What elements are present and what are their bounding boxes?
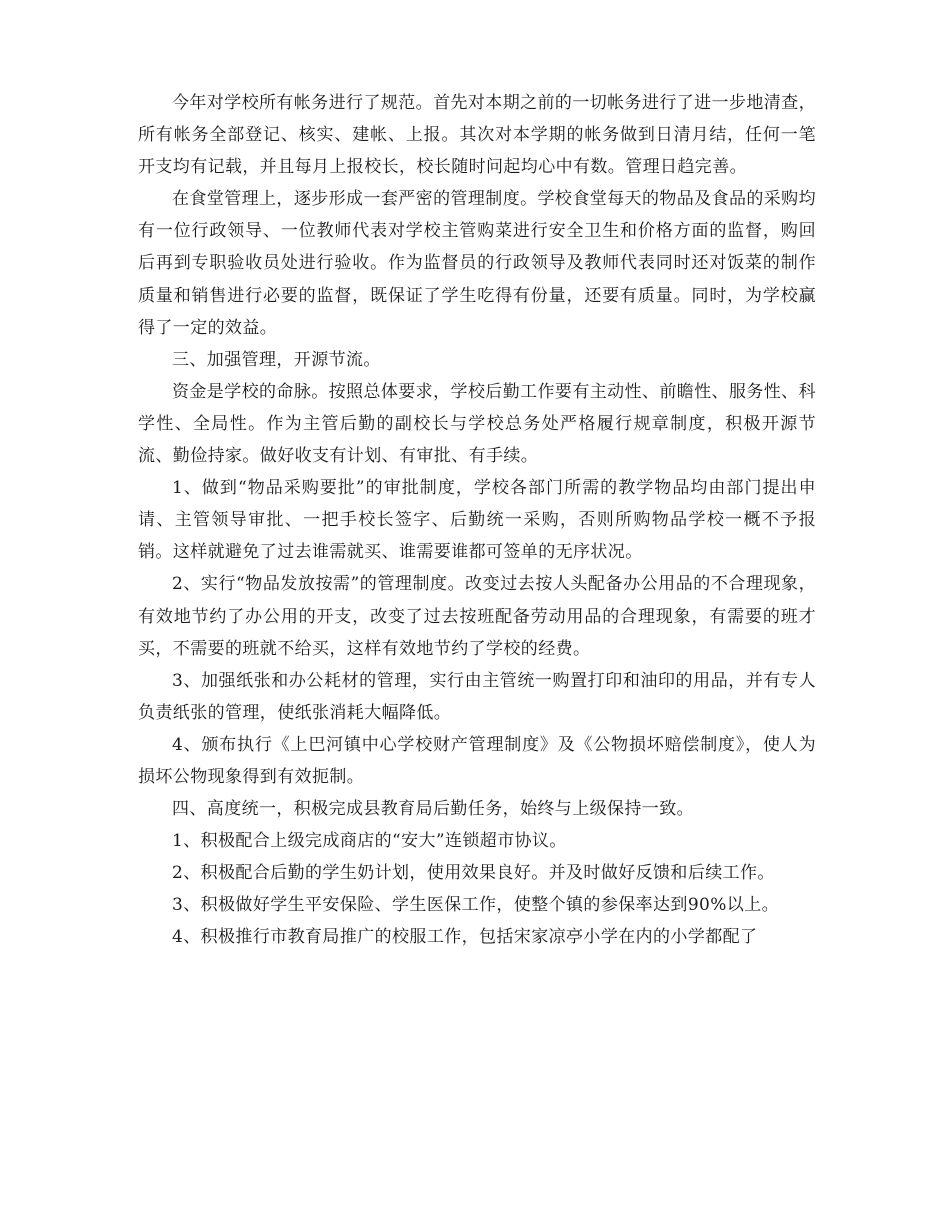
list-item-supermarket: 1、积极配合上级完成商店的“安大”连锁超市协议。 (172, 831, 567, 852)
list-item-insurance: 3、积极做好学生平安保险、学生医保工作，使整个镇的参保率达到90%以上。 (172, 895, 779, 916)
list-item-regulations: 4、颁布执行《上巴河镇中心学校财产管理制度》及《公物损坏赔偿制度》，使人为损坏公物现象得到有效扼制。 (138, 734, 816, 787)
paragraph-funds: 资金是学校的命脉。按照总体要求，学校后勤工作要有主动性、前瞻性、服务性、科学性、全局性。作为主管后勤的副校长与学校总务处严格履行规章制度，积极开源节流、勤俭持家。做好收支有计划、有审批、有手续。 (138, 381, 816, 467)
list-item-distribution: 2、实行“物品发放按需”的管理制度。改变过去按人头配备办公用品的不合理现象，有效地节约了办公用的开支，改变了过去按班配备劳动用品的合理现象，有需要的班才买，不需要的班就不给买，这样有效地节约了学校的经费。 (138, 574, 816, 659)
section-heading-four: 四、高度统一，积极完成县教育局后勤任务，始终与上级保持一致。 (172, 799, 694, 820)
paragraph-canteen: 在食堂管理上，逐步形成一套严密的管理制度。学校食堂每天的物品及食品的采购均有一位行政领导、一位教师代表对学校主管购菜进行安全卫生和价格方面的监督，购回后再到专职验收员处进行验收。作为监督员的行政领导及教师代表同时还对饭菜的制作质量和销售进行必要的监督，既保证了学生吃得有份量，还要有质量。同时，为学校赢得了一定的效益。 (138, 189, 816, 338)
list-item-procurement: 1、做到“物品采购要批”的审批制度，学校各部门所需的教学物品均由部门提出申请、主管领导审批、一把手校长签字、后勤统一采购，否则所购物品学校一概不予报销。这样就避免了过去谁需就买、谁需要谁都可签单的无序状况。 (138, 478, 816, 563)
list-item-paper: 3、加强纸张和办公耗材的管理，实行由主管统一购置打印和油印的用品，并有专人负责纸张的管理，使纸张消耗大幅降低。 (138, 670, 816, 723)
list-item-milk: 2、积极配合后勤的学生奶计划，使用效果良好。并及时做好反馈和后续工作。 (172, 863, 775, 884)
paragraph-accounts: 今年对学校所有帐务进行了规范。首先对本期之前的一切帐务进行了进一步地清查，所有帐务全部登记、核实、建帐、上报。其次对本学期的帐务做到日清月结，任何一笔开支均有记载，并且每月上报校长，校长随时问起均心中有数。管理日趋完善。 (138, 93, 816, 178)
section-heading-three: 三、加强管理，开源节流。 (172, 349, 381, 370)
list-item-uniform: 4、积极推行市教育局推广的校服工作，包括宋家凉亭小学在内的小学都配了 (172, 927, 758, 948)
document-body (138, 87, 816, 954)
